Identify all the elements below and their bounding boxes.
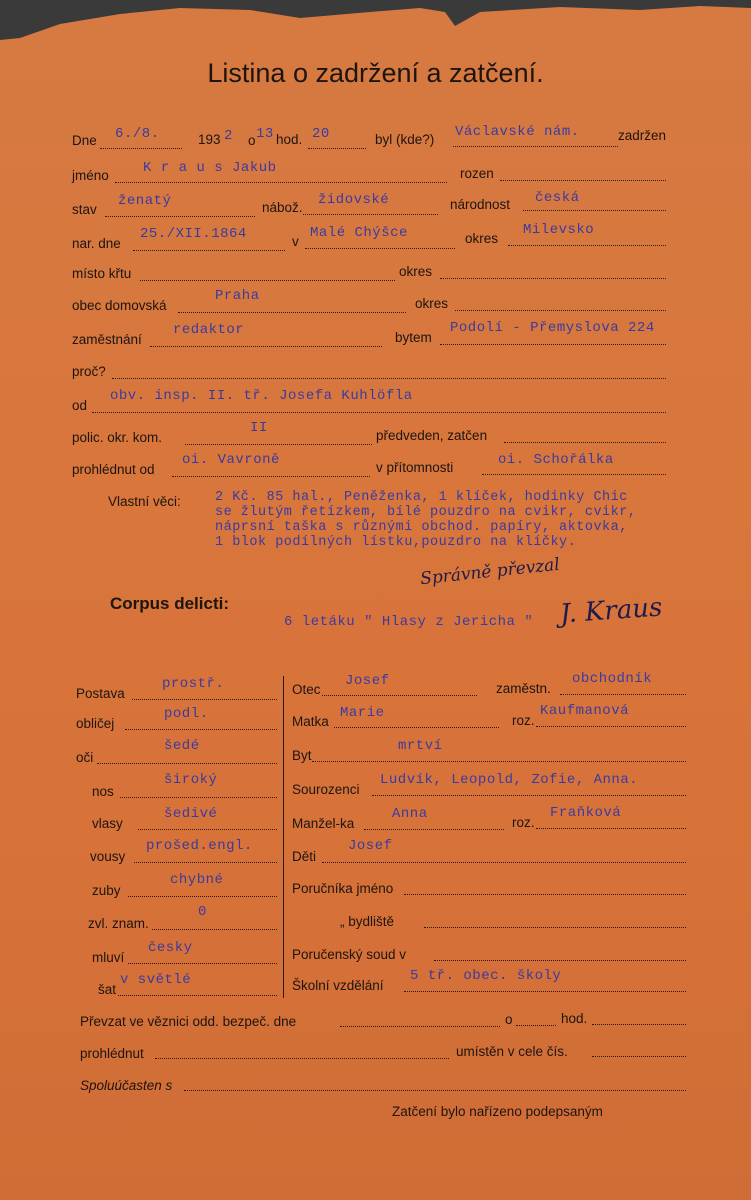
manzel-value: Anna: [392, 806, 428, 822]
nar-label: nar. dne: [72, 236, 121, 251]
sat-value: v světlé: [120, 972, 192, 988]
naboz-value: židovské: [318, 192, 390, 208]
handwritten-spravne-prevzal: Správně převzal: [419, 554, 561, 590]
corpus-delicti-label: Corpus delicti:: [110, 594, 230, 613]
place-value: Václavské nám.: [455, 124, 580, 140]
prevzat-o-label: o: [505, 1012, 513, 1027]
byl-label: byl (kde?): [375, 132, 435, 147]
prohlednut-od-value: oi. Vavroně: [182, 452, 280, 468]
mluvi-value: česky: [148, 940, 193, 956]
oblicej-label: obličej: [76, 716, 115, 731]
nar-value: 25./XII.1864: [140, 226, 247, 242]
zadrzen-label: zadržen: [618, 128, 667, 143]
vlastni-veci-line-4: 1 blok podílných lístku,pouzdro na klíčky.: [215, 535, 577, 550]
dne-value: 6./8.: [115, 126, 160, 142]
prohlednut-bottom-label: prohlédnut: [80, 1046, 144, 1061]
bytem-value: Podolí - Přemyslova 224: [450, 320, 655, 336]
postava-label: Postava: [76, 686, 125, 701]
zuby-label: zuby: [92, 883, 121, 898]
nos-label: nos: [92, 784, 114, 799]
jmeno-value: K r a u s Jakub: [143, 160, 277, 176]
otec-label: Otec: [292, 682, 321, 697]
vlastni-veci-label: Vlastní věci:: [108, 494, 181, 509]
vzdelani-value: 5 tř. obec. školy: [410, 968, 562, 984]
jmeno-label: jméno: [72, 168, 109, 183]
otec-value: Josef: [345, 673, 390, 689]
matka-roz-label: roz.: [512, 713, 535, 728]
matka-roz-value: Kaufmanová: [540, 703, 630, 719]
od-label: od: [72, 398, 88, 413]
byt-label: Byt: [292, 748, 312, 763]
misto-krtu-okres-label: okres: [399, 264, 433, 279]
vlasy-label: vlasy: [92, 816, 123, 831]
zvl-znam-label: zvl. znam.: [88, 916, 149, 931]
mluvi-label: mluví: [92, 950, 125, 965]
misto-krtu-label: místo křtu: [72, 266, 132, 281]
handwritten-signature: J. Kraus: [559, 592, 664, 630]
vzdelani-label: Školní vzdělání: [292, 978, 384, 993]
column-divider: [283, 676, 284, 998]
pritomnosti-label: v přítomnosti: [376, 460, 454, 475]
vlasy-value: šedivé: [164, 806, 218, 822]
naboz-label: nábož.: [262, 200, 303, 215]
narodnost-label: národnost: [450, 197, 511, 212]
predveden-label: předveden, zatčen: [376, 428, 488, 443]
spoluucasten-label: Spoluúčasten s: [80, 1078, 173, 1093]
proc-label: proč?: [72, 364, 106, 379]
torn-top-edge: [0, 0, 751, 40]
vousy-value: prošed.engl.: [146, 838, 253, 854]
narodnost-value: česká: [535, 190, 580, 206]
oci-label: oči: [76, 750, 94, 765]
oblicej-value: podl.: [164, 706, 209, 722]
o-label: o: [248, 133, 256, 148]
vlastni-veci-line-2: se žlutým řetízkem, bílé pouzdro na cvikr, cvikr,: [215, 505, 637, 520]
manzel-label: Manžel-ka: [292, 816, 355, 831]
rozen-label: rozen: [460, 166, 494, 181]
vlastni-veci-line-1: 2 Kč. 85 hal., Peněženka, 1 klíček, hodinky Chic: [215, 490, 628, 505]
vousy-label: vousy: [90, 849, 126, 864]
manzel-roz-label: roz.: [512, 815, 535, 830]
matka-value: Marie: [340, 705, 385, 721]
stav-label: stav: [72, 202, 97, 217]
manzel-roz-value: Fraňková: [550, 805, 622, 821]
bytem-label: bytem: [395, 330, 432, 345]
zuby-value: chybné: [170, 872, 224, 888]
zatceni-label: Zatčení bylo nařízeno podepsaným: [392, 1104, 603, 1119]
matka-label: Matka: [292, 714, 329, 729]
nos-value: široký: [164, 772, 218, 788]
od-value: obv. insp. II. tř. Josefa Kuhlöfla: [110, 388, 413, 404]
dne-label: Dne: [72, 133, 97, 148]
zvl-znam-value: 0: [198, 904, 207, 920]
oci-value: šedé: [164, 738, 200, 754]
pritomnosti-value: oi. Schořálka: [498, 452, 614, 468]
umisten-label: umístěn v cele čís.: [456, 1044, 568, 1059]
zamestnani-label: zaměstnání: [72, 332, 142, 347]
sat-label: šat: [98, 982, 117, 997]
porucnika-label: Poručníka jméno: [292, 881, 394, 896]
sourozenci-label: Sourozenci: [292, 782, 360, 797]
deti-value: Josef: [348, 838, 393, 854]
nar-place: Malé Chýšce: [310, 225, 408, 241]
hour-value: 13: [256, 126, 274, 142]
obec-label: obec domovská: [72, 298, 167, 313]
zamestn-value: obchodník: [572, 671, 653, 687]
year-prefix: 193: [198, 132, 221, 147]
hod-label: hod.: [276, 132, 303, 147]
bydliste-label: „ bydliště: [340, 914, 395, 929]
zamestnani-value: redaktor: [173, 322, 245, 338]
year-suffix: 2: [224, 128, 233, 144]
nar-okres-value: Milevsko: [523, 222, 595, 238]
document-title: Listina o zadržení a zatčení.: [207, 58, 544, 88]
nar-okres-label: okres: [465, 231, 499, 246]
byt-value: mrtví: [398, 738, 443, 754]
polic-value: II: [250, 420, 268, 436]
corpus-delicti-value: 6 letáku " Hlasy z Jericha ": [284, 614, 534, 630]
deti-label: Děti: [292, 849, 317, 864]
prevzat-hod-label: hod.: [561, 1011, 588, 1026]
vlastni-veci-line-3: náprsní taška s různými obchod. papíry, aktovka,: [215, 520, 628, 535]
v-label: v: [292, 234, 299, 249]
minute-value: 20: [312, 126, 330, 142]
stav-value: ženatý: [118, 193, 172, 209]
polic-label: polic. okr. kom.: [72, 430, 163, 445]
obec-okres-label: okres: [415, 296, 449, 311]
prevzat-label: Převzat ve věznici odd. bezpeč. dne: [80, 1014, 297, 1029]
prohlednut-od-label: prohlédnut od: [72, 462, 155, 477]
soud-label: Poručenský soud v: [292, 947, 407, 962]
obec-value: Praha: [215, 288, 260, 304]
zamestn-label: zaměstn.: [496, 681, 551, 696]
sourozenci-value: Ludvík, Leopold, Zofie, Anna.: [380, 772, 639, 788]
postava-value: prostř.: [162, 676, 225, 692]
